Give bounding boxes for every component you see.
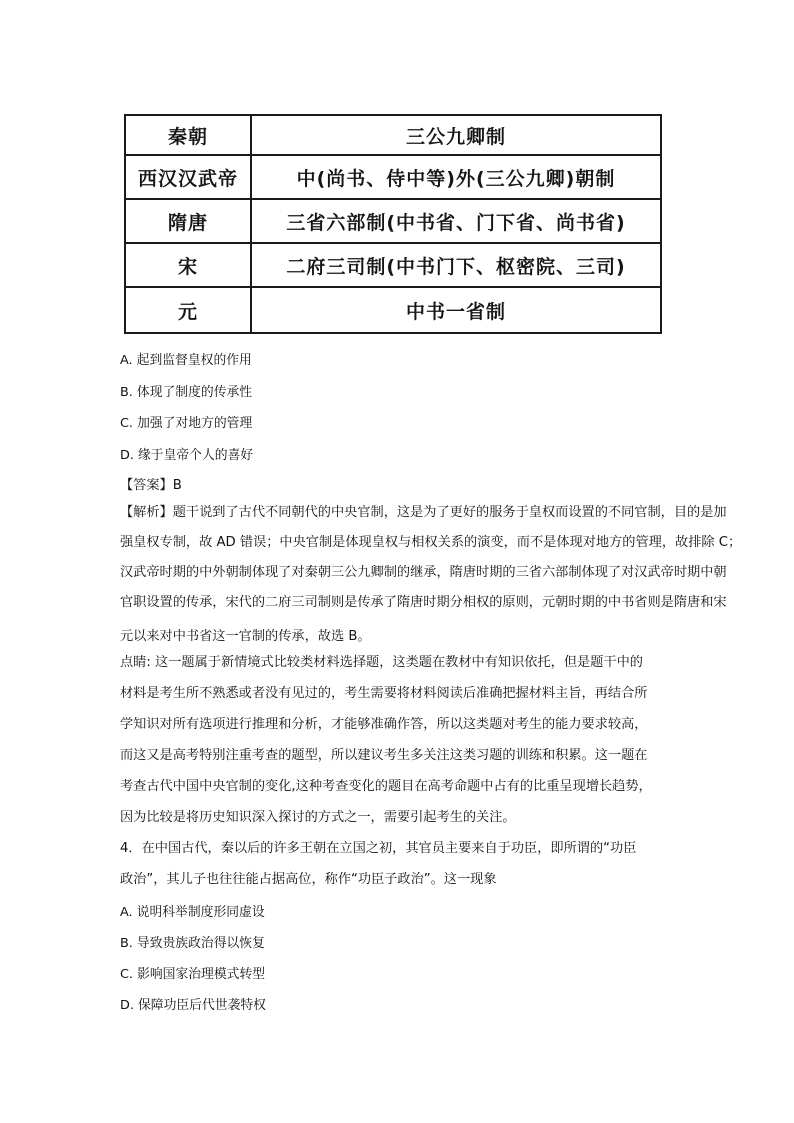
dynasty-cell: 隋唐 [125, 199, 251, 243]
system-cell: 中书一省制 [251, 287, 661, 333]
system-cell: 三省六部制(中书省、门下省、尚书省) [251, 199, 661, 243]
q3-comment-line: 学知识对所有选项进行推理和分析，才能够准确作答，所以这类题对考生的能力要求较高， [120, 717, 648, 732]
official-system-table [124, 114, 662, 334]
system-cell: 二府三司制(中书门下、枢密院、三司) [251, 243, 661, 287]
dynasty-cell: 元 [125, 287, 251, 333]
q3-comment-line: 因为比较是将历史知识深入探讨的方式之一，需要引起考生的关注。 [120, 810, 516, 825]
q3-comment-line: 考查古代中国中央官制的变化,这种考查变化的题目在高考命题中占有的比重呈现增长趋势， [120, 779, 652, 794]
table-row [125, 155, 661, 199]
dynasty-cell: 西汉汉武帝 [125, 155, 251, 199]
q3-option-d: D. 缘于皇帝个人的喜好 [120, 448, 254, 463]
q3-comment-line: 而这又是高考特别注重考查的题型，所以建议考生多关注这类习题的训练和积累。这一题在 [120, 748, 648, 763]
q3-analysis-line: 官职设置的传承，宋代的二府三司制则是传承了隋唐时期分相权的原则，元朝时期的中书省则是隋唐和宋 [120, 595, 727, 610]
table-row [125, 115, 661, 155]
q4-option-a: A. 说明科举制度形同虚设 [120, 905, 265, 920]
system-cell: 中(尚书、侍中等)外(三公九卿)朝制 [251, 155, 661, 199]
q3-analysis-line: 元以来对中书省这一官制的传承，故选 B。 [120, 629, 371, 644]
q3-analysis-line: 强皇权专制，故 AD 错误；中央官制是体现皇权与相权关系的演变，而不是体现对地方的管理，故排除 C； [120, 535, 742, 550]
q4-option-c: C. 影响国家治理模式转型 [120, 967, 266, 982]
q3-comment-line: 材料是考生所不熟悉或者没有见过的，考生需要将材料阅读后准确把握材料主旨，再结合所 [120, 686, 648, 701]
table-row [125, 287, 661, 333]
q3-answer: 【答案】B [120, 478, 182, 493]
table-row [125, 243, 661, 287]
q3-analysis-line: 【解析】题干说到了古代不同朝代的中央官制，这是为了更好的服务于皇权而设置的不同官制，目的是加 [120, 505, 727, 520]
q3-analysis-line: 汉武帝时期的中外朝制体现了对秦朝三公九卿制的继承，隋唐时期的三省六部制体现了对汉武帝时期中朝 [120, 565, 727, 580]
table-row [125, 199, 661, 243]
system-cell: 三公九卿制 [251, 115, 661, 155]
q4-option-d: D. 保障功臣后代世袭特权 [120, 998, 266, 1013]
q4-option-b: B. 导致贵族政治得以恢复 [120, 936, 265, 951]
q4-stem-line: 4．在中国古代，秦以后的许多王朝在立国之初，其官员主要来自于功臣，即所谓的“功臣 [120, 841, 637, 856]
q3-option-a: A. 起到监督皇权的作用 [120, 353, 252, 368]
dynasty-cell: 秦朝 [125, 115, 251, 155]
dynasty-cell: 宋 [125, 243, 251, 287]
q3-option-c: C. 加强了对地方的管理 [120, 416, 253, 431]
q3-option-b: B. 体现了制度的传承性 [120, 385, 253, 400]
q4-stem-line: 政治”，其儿子也往往能占据高位，称作“功臣子政治”。这一现象 [120, 872, 497, 887]
q3-comment-line: 点睛: 这一题属于新情境式比较类材料选择题，这类题在教材中有知识依托，但是题干中的 [120, 655, 643, 670]
